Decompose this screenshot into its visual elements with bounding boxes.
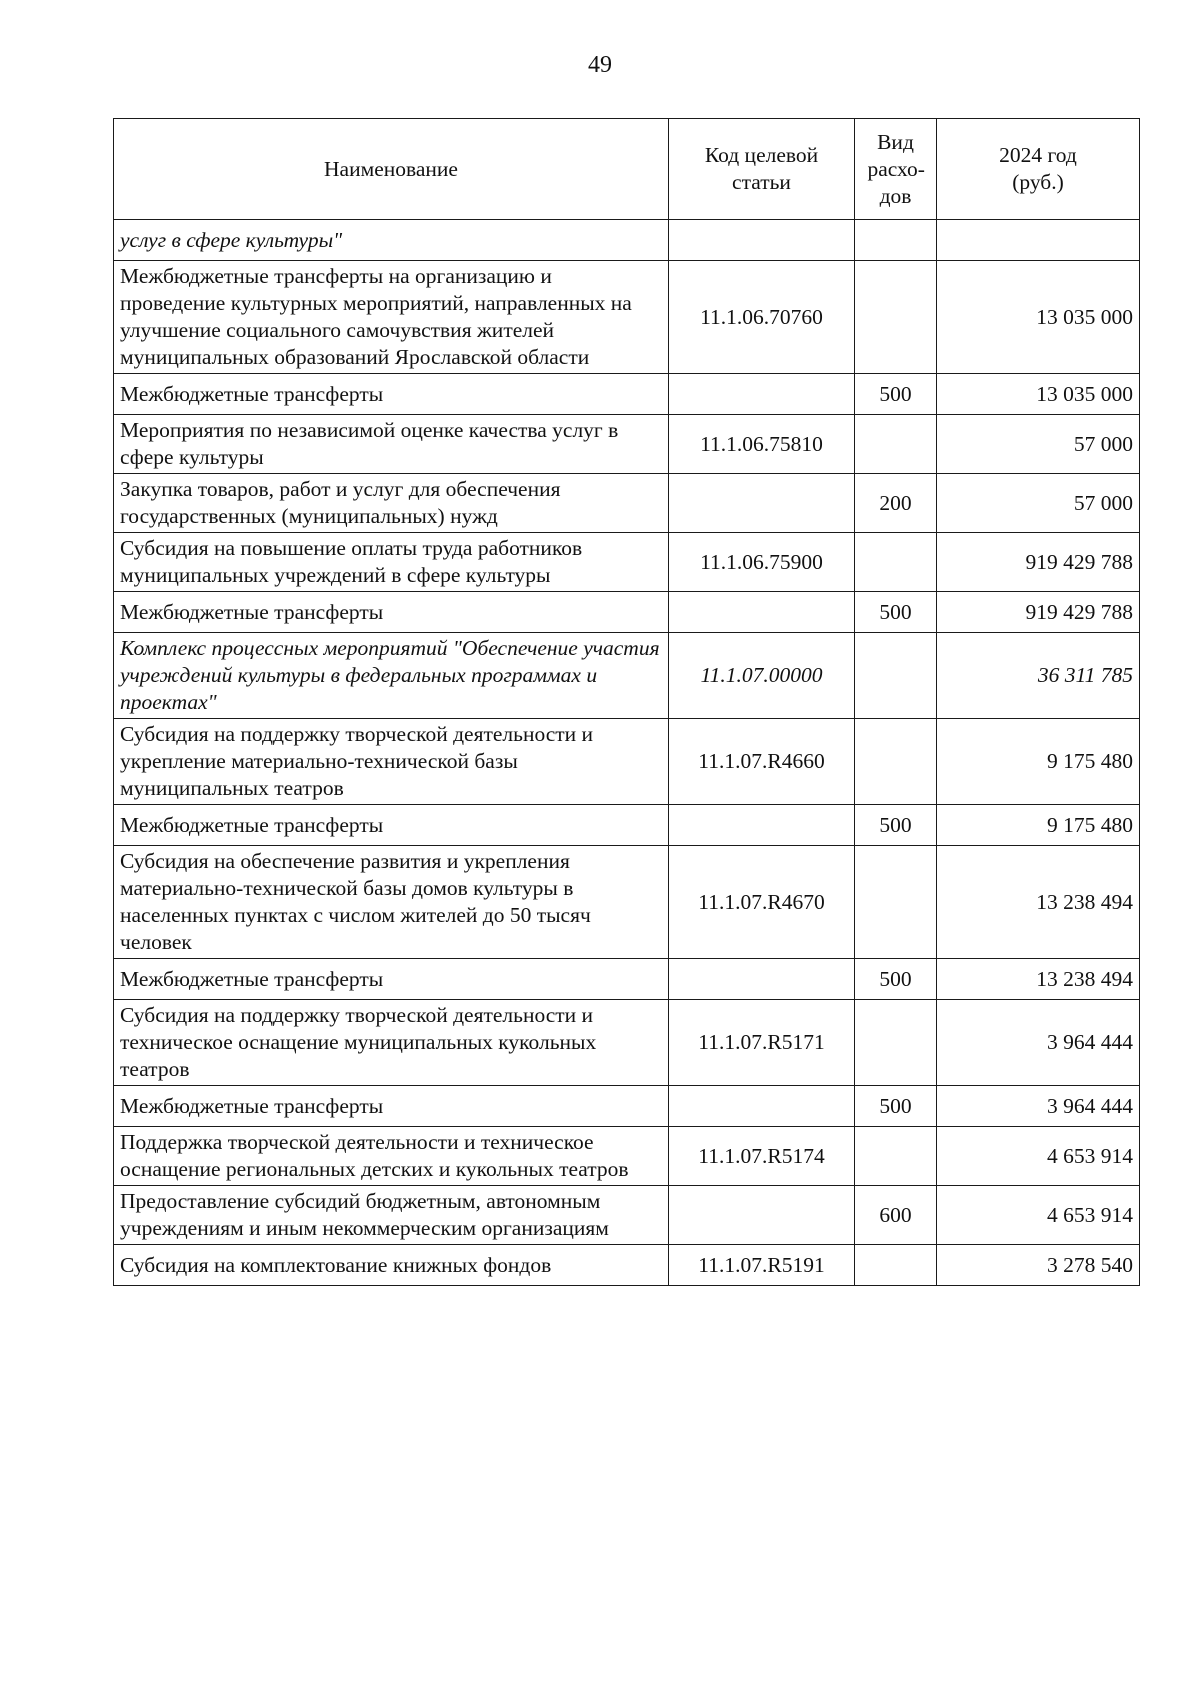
cell-kind: 500 (855, 805, 937, 846)
header-sum-label: 2024 год (руб.) (999, 143, 1077, 194)
cell-kind (855, 220, 937, 261)
cell-name: Межбюджетные трансферты (114, 592, 669, 633)
cell-kind (855, 633, 937, 719)
cell-name: Мероприятия по независимой оценке качества услуг в сфере культуры (114, 415, 669, 474)
cell-sum: 13 035 000 (937, 261, 1140, 374)
cell-kind: 500 (855, 1086, 937, 1127)
cell-kind: 500 (855, 592, 937, 633)
table-row (114, 1186, 1140, 1245)
cell-kind (855, 1245, 937, 1286)
cell-code: 11.1.07.R5191 (669, 1245, 855, 1286)
cell-kind: 500 (855, 374, 937, 415)
cell-sum: 57 000 (937, 415, 1140, 474)
header-kind-label: Вид расхо- дов (867, 129, 925, 208)
table-row (114, 1000, 1140, 1086)
cell-name: услуг в сфере культуры" (114, 220, 669, 261)
cell-name: Межбюджетные трансферты (114, 374, 669, 415)
cell-code (669, 805, 855, 846)
cell-sum: 919 429 788 (937, 533, 1140, 592)
cell-kind (855, 1127, 937, 1186)
cell-name: Субсидия на поддержку творческой деятельности и укрепление материально-технической базы муниципальных театров (114, 719, 669, 805)
table-row (114, 374, 1140, 415)
cell-code (669, 592, 855, 633)
table-row (114, 1127, 1140, 1186)
cell-kind (855, 261, 937, 374)
cell-name: Комплекс процессных мероприятий "Обеспечение участия учреждений культуры в федеральных программах и проектах" (114, 633, 669, 719)
table-row (114, 719, 1140, 805)
cell-name: Субсидия на комплектование книжных фондов (114, 1245, 669, 1286)
table-row (114, 1086, 1140, 1127)
cell-sum (937, 220, 1140, 261)
budget-table (113, 118, 1140, 1286)
cell-kind (855, 1000, 937, 1086)
cell-name: Закупка товаров, работ и услуг для обеспечения государственных (муниципальных) нужд (114, 474, 669, 533)
table-row (114, 1245, 1140, 1286)
header-name: Наименование (114, 119, 669, 220)
cell-sum: 919 429 788 (937, 592, 1140, 633)
cell-sum: 4 653 914 (937, 1186, 1140, 1245)
cell-kind (855, 846, 937, 959)
table-row (114, 592, 1140, 633)
table-row (114, 959, 1140, 1000)
cell-code (669, 959, 855, 1000)
cell-kind: 600 (855, 1186, 937, 1245)
cell-name: Межбюджетные трансферты (114, 805, 669, 846)
cell-sum: 4 653 914 (937, 1127, 1140, 1186)
cell-name: Субсидия на поддержку творческой деятельности и техническое оснащение муниципальных кукольных театров (114, 1000, 669, 1086)
cell-sum: 3 964 444 (937, 1086, 1140, 1127)
cell-name: Межбюджетные трансферты на организацию и проведение культурных мероприятий, направленных на улучшение социального самочувствия жителей муниципальных образований Ярославской области (114, 261, 669, 374)
cell-code (669, 474, 855, 533)
header-code (669, 119, 855, 220)
cell-name: Субсидия на повышение оплаты труда работников муниципальных учреждений в сфере культуры (114, 533, 669, 592)
table-row (114, 633, 1140, 719)
cell-kind (855, 719, 937, 805)
cell-code: 11.1.07.R4660 (669, 719, 855, 805)
cell-name: Межбюджетные трансферты (114, 1086, 669, 1127)
cell-code: 11.1.07.R4670 (669, 846, 855, 959)
cell-sum: 3 278 540 (937, 1245, 1140, 1286)
table-row (114, 533, 1140, 592)
cell-sum: 9 175 480 (937, 805, 1140, 846)
table-row (114, 220, 1140, 261)
cell-code: 11.1.06.75900 (669, 533, 855, 592)
table-row (114, 415, 1140, 474)
page-number: 49 (588, 52, 612, 78)
cell-code (669, 374, 855, 415)
cell-sum: 57 000 (937, 474, 1140, 533)
cell-kind (855, 533, 937, 592)
cell-sum: 13 238 494 (937, 959, 1140, 1000)
table-row (114, 846, 1140, 959)
cell-code: 11.1.07.R5171 (669, 1000, 855, 1086)
header-sum (937, 119, 1140, 220)
cell-code (669, 220, 855, 261)
cell-code (669, 1086, 855, 1127)
table-header-row (114, 119, 1140, 220)
cell-kind: 200 (855, 474, 937, 533)
cell-code: 11.1.07.00000 (669, 633, 855, 719)
header-kind (855, 119, 937, 220)
table-body (114, 220, 1140, 1286)
cell-sum: 9 175 480 (937, 719, 1140, 805)
table-row (114, 805, 1140, 846)
table-row (114, 261, 1140, 374)
header-code-label: Код целевой статьи (704, 143, 819, 194)
cell-code: 11.1.07.R5174 (669, 1127, 855, 1186)
cell-sum: 13 238 494 (937, 846, 1140, 959)
cell-sum: 13 035 000 (937, 374, 1140, 415)
cell-code: 11.1.06.75810 (669, 415, 855, 474)
cell-code: 11.1.06.70760 (669, 261, 855, 374)
cell-sum: 3 964 444 (937, 1000, 1140, 1086)
cell-name: Предоставление субсидий бюджетным, автономным учреждениям и иным некоммерческим организациям (114, 1186, 669, 1245)
cell-name: Межбюджетные трансферты (114, 959, 669, 1000)
cell-code (669, 1186, 855, 1245)
cell-kind: 500 (855, 959, 937, 1000)
cell-kind (855, 415, 937, 474)
cell-sum: 36 311 785 (937, 633, 1140, 719)
cell-name: Поддержка творческой деятельности и техническое оснащение региональных детских и кукольных театров (114, 1127, 669, 1186)
cell-name: Субсидия на обеспечение развития и укрепления материально-технической базы домов культуры в населенных пунктах с числом жителей до 50 тысяч человек (114, 846, 669, 959)
table-row (114, 474, 1140, 533)
